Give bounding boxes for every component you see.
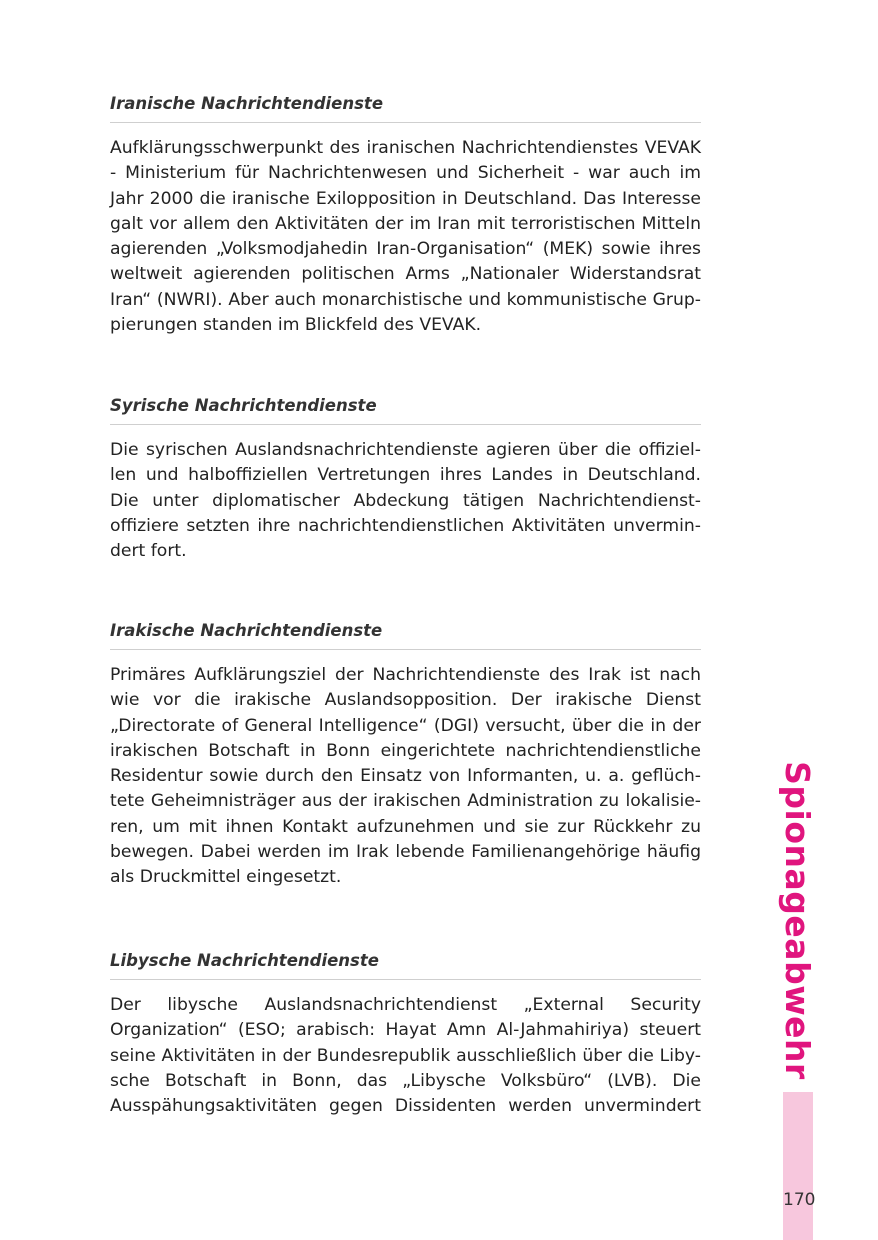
section-body xyxy=(110,438,701,564)
text-line: ren, um mit ihnen Kontakt aufzunehmen und sie zur Rückkehr zu xyxy=(110,816,701,837)
text-line: Residentur sowie durch den Einsatz von Informanten, u. a. geflüch- xyxy=(110,766,701,787)
text-line: pierungen standen im Blickfeld des VEVAK. xyxy=(110,315,482,336)
text-line: tete Geheimnisträger aus der irakischen Administration zu lokalisie- xyxy=(110,791,701,812)
text-line: offiziere setzten ihre nachrichtendienstlichen Aktivitäten unvermin- xyxy=(110,515,701,536)
text-line: len und halboffiziellen Vertretungen ihres Landes in Deutschland. xyxy=(110,465,701,486)
text-line: Ausspähungsaktivitäten gegen Dissidenten werden unvermindert xyxy=(110,1096,701,1117)
text-line: Primäres Aufklärungsziel der Nachrichtendienste des Irak ist nach xyxy=(110,665,701,685)
section-body xyxy=(110,136,701,338)
section-iranian xyxy=(110,93,701,338)
chapter-side-title-text: Spionageabwehr xyxy=(777,760,817,1080)
section-heading: Irakische Nachrichtendienste xyxy=(110,620,701,650)
section-body xyxy=(110,993,701,1119)
page-number: 170 xyxy=(783,1190,816,1210)
text-line: irakischen Botschaft in Bonn eingerichtete nachrichtendienstliche xyxy=(110,740,701,761)
text-line: Iran“ (NWRI). Aber auch monarchistische und kommunistische Grup- xyxy=(110,289,701,310)
section-heading: Libysche Nachrichtendienste xyxy=(110,950,701,980)
text-line: sche Botschaft in Bonn, das „Libysche Volksbüro“ (LVB). Die xyxy=(110,1070,701,1091)
text-line: agierenden „Volksmodjahedin Iran-Organisation“ (MEK) sowie ihres xyxy=(110,239,701,260)
section-heading: Iranische Nachrichtendienste xyxy=(110,93,701,123)
text-line: Der libysche Auslandsnachrichtendienst „External Security xyxy=(110,995,701,1015)
text-line: Die unter diplomatischer Abdeckung tätigen Nachrichtendienst- xyxy=(110,490,701,511)
text-line: seine Aktivitäten in der Bundesrepublik ausschließlich über die Liby- xyxy=(110,1045,701,1066)
text-line: Die syrischen Auslandsnachrichtendienste agieren über die offiziel- xyxy=(110,440,701,460)
text-line: weltweit agierenden politischen Arms „Nationaler Widerstandsrat xyxy=(110,264,701,285)
section-heading: Syrische Nachrichtendienste xyxy=(110,395,701,425)
chapter-side-title xyxy=(772,760,822,1080)
section-iraqi xyxy=(110,620,701,891)
text-line: dert fort. xyxy=(110,541,187,562)
text-line: bewegen. Dabei werden im Irak lebende Familienangehörige häufig xyxy=(110,842,701,863)
section-libyan xyxy=(110,950,701,1119)
section-body xyxy=(110,663,701,891)
text-line: galt vor allem den Aktivitäten der im Iran mit terroristischen Mitteln xyxy=(110,213,701,234)
text-line: „Directorate of General Intelligence“ (DGI) versucht, über die in der xyxy=(110,715,701,736)
text-line: - Ministerium für Nachrichtenwesen und Sicherheit - war auch im xyxy=(110,163,701,184)
text-line: Organization“ (ESO; arabisch: Hayat Amn Al-Jahmahiriya) steuert xyxy=(110,1020,701,1041)
section-syrian xyxy=(110,395,701,564)
text-line: als Druckmittel eingesetzt. xyxy=(110,867,342,888)
text-line: Aufklärungsschwerpunkt des iranischen Nachrichtendienstes VEVAK xyxy=(110,138,701,158)
page-tab xyxy=(783,1092,813,1240)
text-line: wie vor die irakische Auslandsopposition. Der irakische Dienst xyxy=(110,690,701,711)
text-line: Jahr 2000 die iranische Exilopposition in Deutschland. Das Interesse xyxy=(110,188,701,209)
